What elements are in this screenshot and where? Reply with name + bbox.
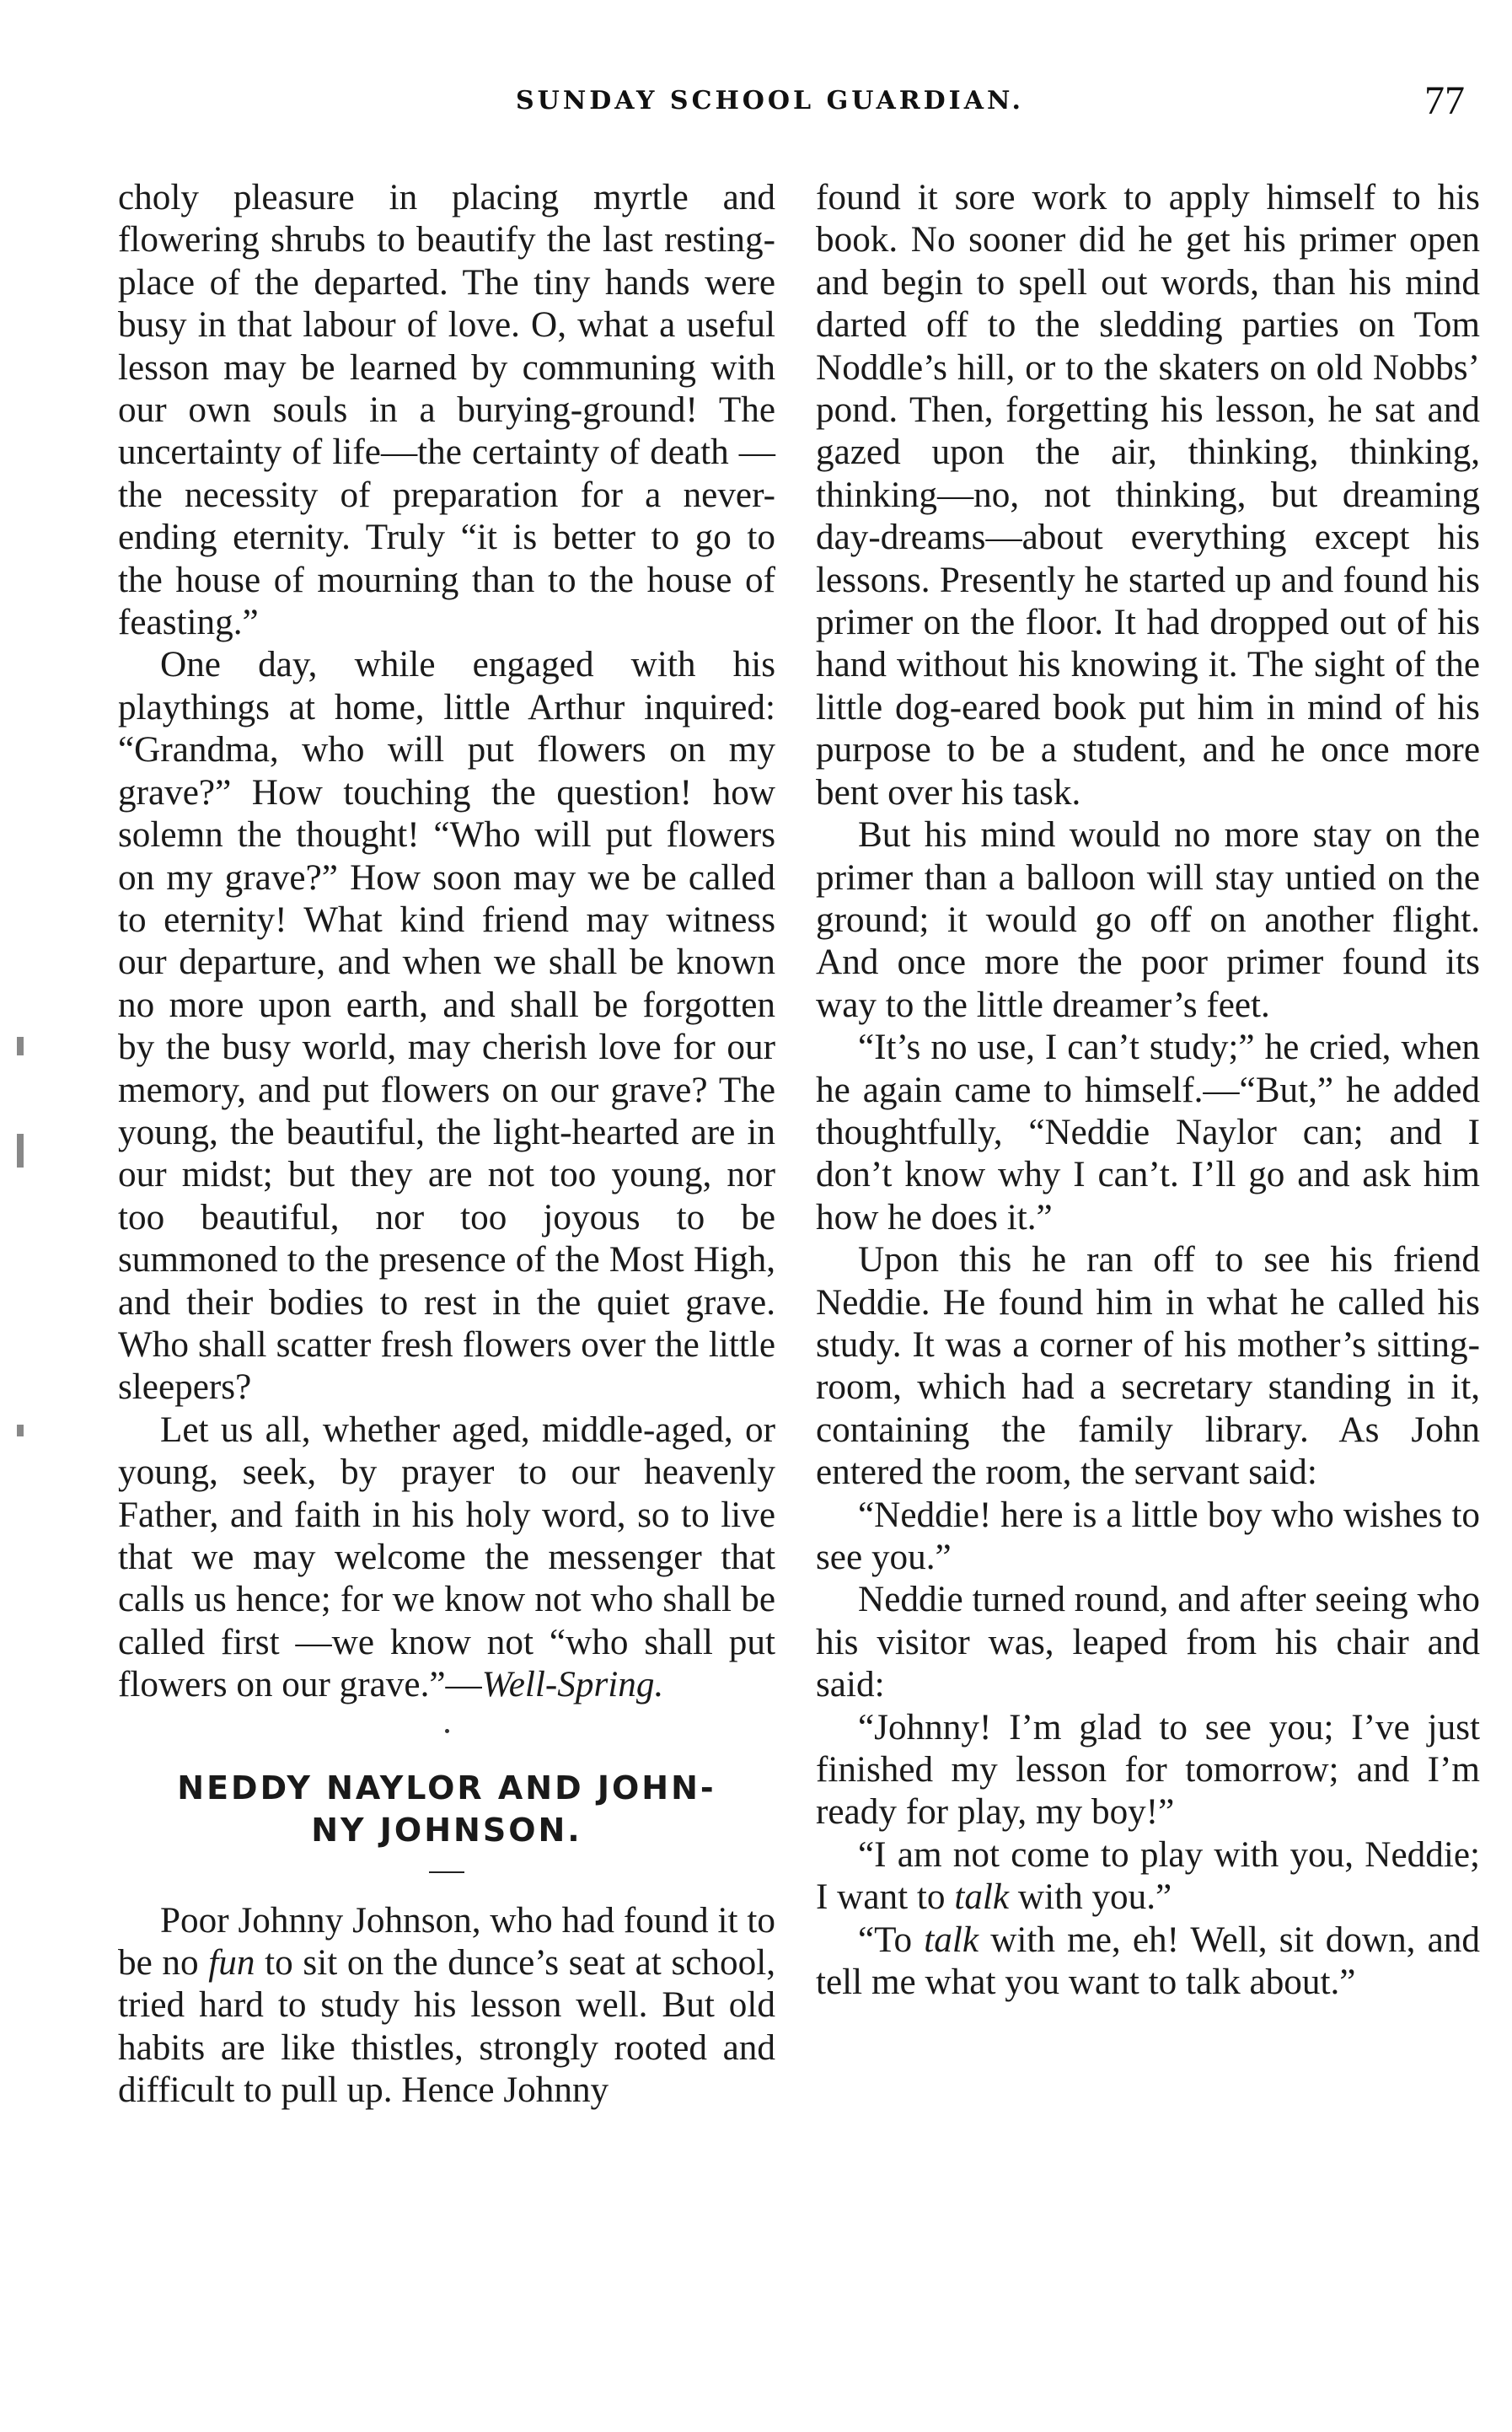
page-header xyxy=(0,78,1512,128)
source-citation: Well-Spring. xyxy=(481,1665,664,1705)
paragraph-text: with me, eh! Well, sit down, and tell me what you want to talk about.” xyxy=(816,1919,1480,2003)
margin-scan-mark xyxy=(17,1425,24,1436)
paragraph: But his mind would no more stay on the primer than a balloon will stay untied on the ground; it would go off on another flight. And once more the poor primer found its way to the little dreamer’s feet. xyxy=(816,815,1480,1025)
paragraph-text: to sit on the dunce’s seat at school, tried hard to study his lesson well. But old habits are like thistles, strongly rooted and difficult to pull up. Hence Johnny xyxy=(118,1943,775,2111)
paragraph xyxy=(816,1834,1480,1919)
margin-scan-mark xyxy=(17,1134,24,1168)
paragraph-text: “I am not come to play with you, Neddie; I want to xyxy=(816,1834,1480,1918)
section-divider-dot xyxy=(445,1729,449,1733)
paragraph-text: with you.” xyxy=(1009,1877,1172,1918)
paragraph: “Neddie! here is a little boy who wishes to see you.” xyxy=(816,1495,1480,1577)
paragraph xyxy=(118,1409,775,1707)
paragraph: One day, while engaged with his playthings at home, little Arthur inquired: “Grandma, who will put flowers on my grave?” How touching the question! how solemn the thought! “Who will put flowers on my grave?” How soon may we be called to eternity! What kind friend may witness our departure, and when we shall be known no more upon earth, and shall be forgotten by the busy world, may cherish love for our memory, and put flowers on our grave? The young, the beautiful, the light-hearted are in our midst; but they are not too young, nor too beautiful, nor too joyous to be summoned to the presence of the Most High, and their bodies to rest in the quiet grave. Who shall scatter fresh flowers over the little sleepers? xyxy=(118,645,775,1408)
paragraph: Upon this he ran off to see his friend Neddie. He found him in what he called his study. It was a corner of his mother’s sitting-room, which had a secretary standing in it, containing the family library. As John entered the room, the servant said: xyxy=(816,1240,1480,1493)
article-heading-line: NY JOHNSON. xyxy=(311,1811,582,1849)
heading-rule xyxy=(429,1871,464,1873)
paragraph: found it sore work to apply himself to his book. No sooner did he get his primer open and begin to spell out words, than his mind darted off to the sledding parties on Tom Noddle’s hill, or to the skaters on old Nobbs’ pond. Then, forgetting his lesson, he sat and gazed upon the air, thinking, thinking, thinking—no, not thinking, but dreaming day-dreams—about everything except his lessons. Presently he started up and found his primer on the floor. It had dropped out of his hand without his knowing it. The sight of the little dog-eared book put him in mind of his purpose to be a student, and he once more bent over his task. xyxy=(816,178,1480,813)
margin-scan-mark xyxy=(17,1037,24,1055)
left-column xyxy=(118,177,775,2113)
paragraph xyxy=(118,1900,775,2113)
emphasis-text: talk xyxy=(954,1877,1010,1918)
paragraph: choly pleasure in placing myrtle and flowering shrubs to beautify the last resting-place of the departed. The tiny hands were busy in that labour of love. O, what a useful lesson may be learned by communing with our own souls in a burying-ground! The uncertainty of life—the certainty of death —the necessity of preparation for a never-ending eternity. Truly “it is better to go to the house of mourning than to the house of feasting.” xyxy=(118,178,775,643)
paragraph-text: “To xyxy=(858,1919,925,1960)
emphasis-text: fun xyxy=(208,1943,255,1984)
paragraph-text: Poor Johnny Johnson, who had found it to be no xyxy=(118,1900,775,1984)
paragraph xyxy=(816,1919,1480,2005)
running-title: SUNDAY SCHOOL GUARDIAN. xyxy=(516,86,1024,115)
paragraph: Neddie turned round, and after seeing who his visitor was, leaped from his chair and said: xyxy=(816,1580,1480,1705)
article-heading-line: NEDDY NAYLOR AND JOHN- xyxy=(177,1769,716,1807)
page-number: 77 xyxy=(1424,78,1465,123)
paragraph-text: Let us all, whether aged, middle-aged, or young, seek, by prayer to our heavenly Father, and faith in his holy word, so to live that we may welcome the messenger that calls us hence; for we know not who shall be called first —we know not “who shall put flowers on our grave.”— xyxy=(118,1409,775,1705)
article-heading xyxy=(118,1767,775,1851)
paragraph: “It’s no use, I can’t study;” he cried, when he again came to himself.—“But,” he added thoughtfully, “Neddie Naylor can; and I don’t know why I can’t. I’ll go and ask him how he does it.” xyxy=(816,1028,1480,1237)
right-column xyxy=(816,177,1480,2004)
paragraph: “Johnny! I’m glad to see you; I’ve just finished my lesson for tomorrow; and I’m ready for play, my boy!” xyxy=(816,1707,1480,1833)
emphasis-text: talk xyxy=(924,1919,979,1960)
